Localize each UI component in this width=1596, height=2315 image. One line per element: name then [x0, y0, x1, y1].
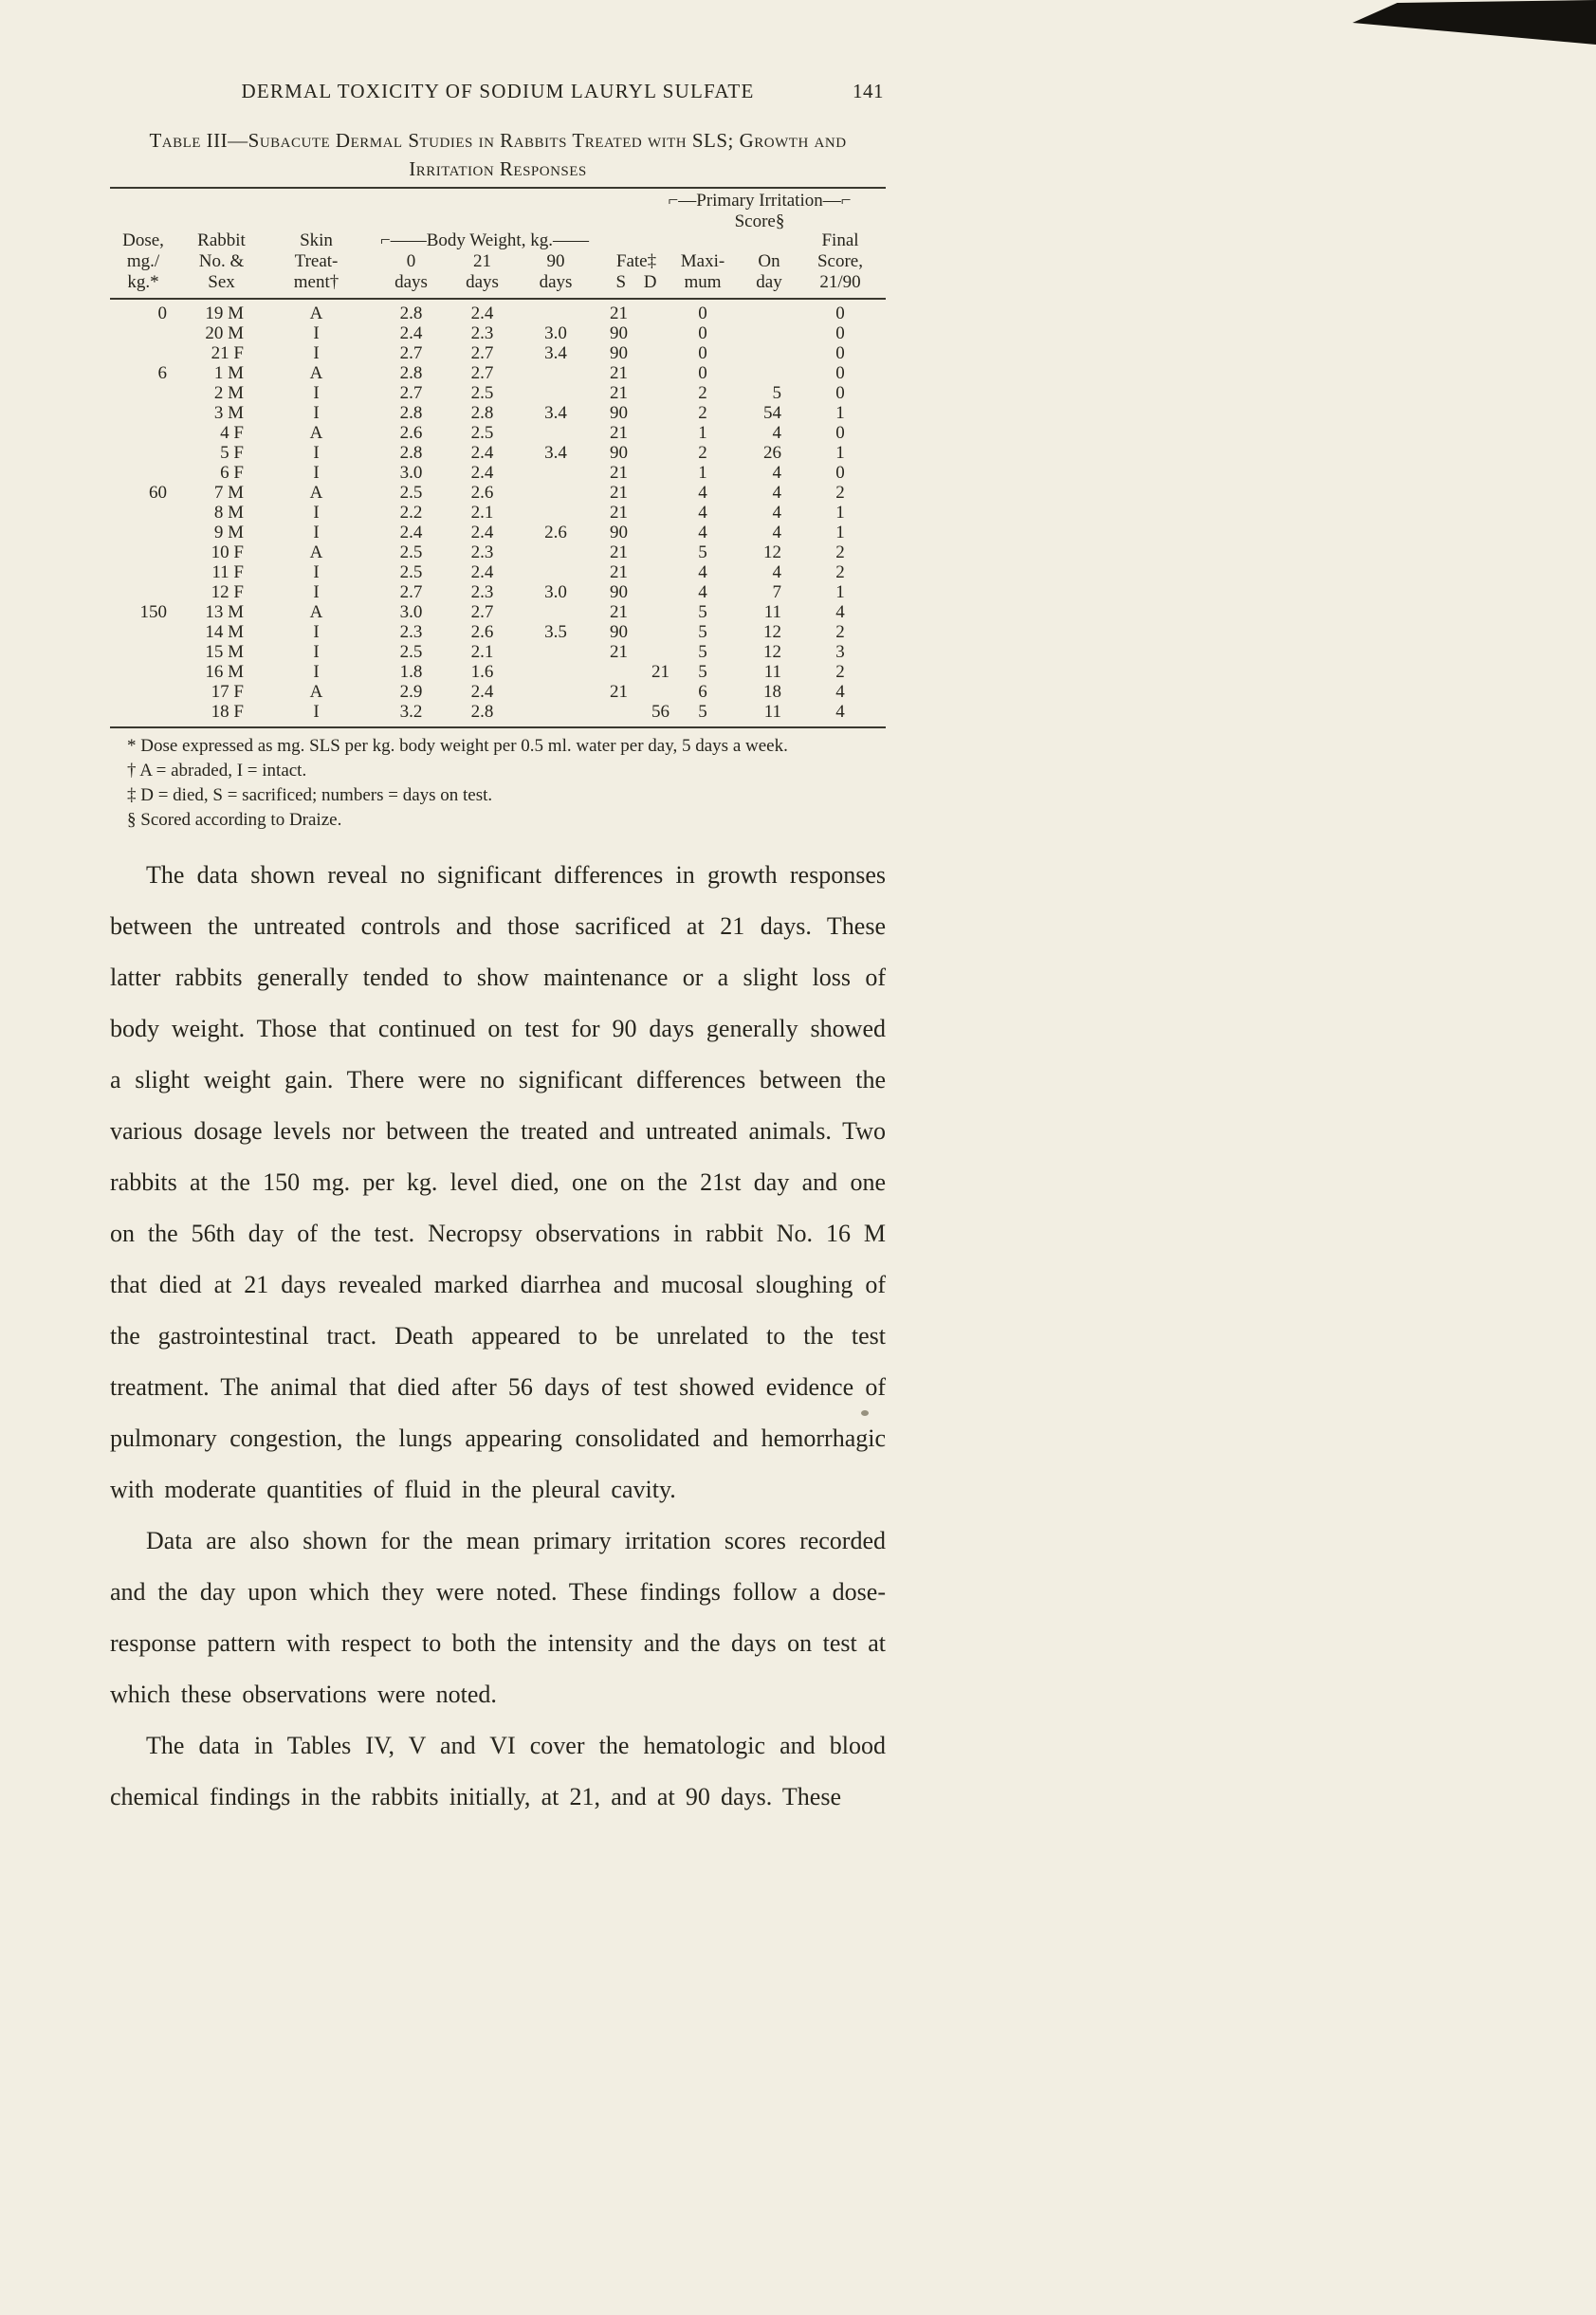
table-row: 3 M I 2.8 2.8 3.4 90 2 54 1 [213, 403, 845, 423]
table-caption-line-2: Irritation Responses [409, 157, 587, 180]
table-row: 6 1 M A 2.8 2.7 21 0 0 [157, 363, 845, 383]
scan-corner-artifact [1348, 0, 1596, 47]
table-row: 6 F I 3.0 2.4 21 1 4 0 [220, 463, 845, 483]
col-header-maximum: Maxi- mum [680, 251, 725, 292]
table-row: 17 F A 2.9 2.4 21 6 18 4 [211, 682, 845, 702]
footnote-dose: * Dose expressed as mg. SLS per kg. body weight per 0.5 ml. water per day, 5 days a week. [127, 736, 788, 756]
table-row: 60 7 M A 2.5 2.6 21 4 4 2 [149, 483, 845, 503]
table-row: 8 M I 2.2 2.1 21 4 4 1 [213, 503, 845, 523]
table-caption-line-1: Table III—Subacute Dermal Studies in Rabbits Treated with SLS; Growth and [149, 129, 847, 152]
paragraph-hematologic-findings: The data in Tables IV, V and VI cover the hematologic and blood chemical findings in the rabbits initially, at 21, and at 90 days. These [110, 1732, 886, 1810]
page-number: 141 [853, 80, 884, 102]
col-header-weight-21-days: 21 days [466, 251, 499, 292]
table-row: 12 F I 2.7 2.3 3.0 90 4 7 1 [211, 582, 845, 602]
footnote-score: § Scored according to Draize. [127, 810, 342, 830]
col-header-skin-treatment: Skin Treat- ment† [293, 230, 339, 292]
table-column-headers [110, 230, 886, 293]
footnote-treatment: † A = abraded, I = intact. [127, 761, 307, 781]
primary-irritation-score-label: Score§ [734, 211, 785, 231]
col-header-dose: Dose, mg./ kg.* [122, 230, 164, 292]
table-row: 18 F I 3.2 2.8 56 5 11 4 [211, 702, 845, 722]
col-header-weight-0-days: 0 days [394, 251, 428, 292]
body-weight-span-label: ⌐——Body Weight, kg.—— [380, 230, 589, 250]
table-row: 16 M I 1.8 1.6 21 5 11 2 [205, 662, 845, 682]
running-head [110, 80, 886, 103]
running-head-title: DERMAL TOXICITY OF SODIUM LAURYL SULFATE [241, 80, 755, 102]
table-row: 11 F I 2.5 2.4 21 4 4 2 [211, 562, 845, 582]
table-row: 10 F A 2.5 2.3 21 5 12 2 [211, 542, 845, 562]
article-body [110, 850, 886, 1823]
table-row: 150 13 M A 3.0 2.7 21 5 11 4 [139, 602, 845, 622]
footnote-fate: ‡ D = died, S = sacrificed; numbers = days on test. [127, 785, 493, 805]
table-row: 20 M I 2.4 2.3 3.0 90 0 0 [205, 323, 845, 343]
table-row: 14 M I 2.3 2.6 3.5 90 5 12 2 [205, 622, 845, 642]
table-row: 5 F I 2.8 2.4 3.4 90 2 26 1 [220, 443, 845, 463]
page-content [110, 0, 886, 1823]
paragraph-irritation-scores: Data are also shown for the mean primary irritation scores recorded and the day upon which they were noted. These findings follow a dose-response pattern with respect to both the intensity and the days on test at which these observations were noted. [110, 1527, 886, 1708]
table-row: 15 M I 2.5 2.1 21 5 12 3 [205, 642, 845, 662]
table-row: 4 F A 2.6 2.5 21 1 4 0 [220, 423, 845, 443]
table-caption [110, 126, 886, 183]
table-row: 0 19 M A 2.8 2.4 21 0 0 [157, 303, 845, 323]
col-header-on-day: On day [756, 251, 782, 292]
results-table [110, 187, 886, 728]
col-group-primary-irritation [636, 191, 883, 232]
table-body [110, 300, 886, 728]
col-header-weight-90-days: 90 days [539, 251, 573, 292]
col-header-fate: Fate‡ S D [615, 251, 657, 292]
table-row: 9 M I 2.4 2.4 2.6 90 4 4 1 [213, 523, 845, 542]
col-header-rabbit: Rabbit No. & Sex [197, 230, 246, 292]
table-row: 21 F I 2.7 2.7 3.4 90 0 0 [211, 343, 845, 363]
paragraph-growth-responses: The data shown reveal no significant differences in growth responses between the untreated controls and those sacrificed at 21 days. These latter rabbits generally tended to show maintenance or a slight loss of body weight. Those that continued on test for 90 days generally showed a slight weight gain. There were no significant differences between the various dosage levels nor between the treated and untreated animals. Two rabbits at the 150 mg. per kg. level died, one on the 21st day and one on the 56th day of the test. Necropsy observations in rabbit No. 16 M that died at 21 days revealed marked diarrhea and mucosal sloughing of the gastrointestinal tract. Death appeared to be unrelated to the test treatment. The animal that died after 56 days of test showed evidence of pulmonary congestion, the lungs appearing consolidated and hemorrhagic with moderate quantities of fluid in the pleural cavity. [110, 861, 886, 1503]
col-group-body-weight [366, 230, 603, 293]
primary-irritation-span-label: ⌐—Primary Irritation—⌐ [668, 191, 852, 211]
table-row: 2 M I 2.7 2.5 21 2 5 0 [213, 383, 845, 403]
table-footnotes [110, 734, 886, 833]
col-header-final-score: Final Score, 21/90 [816, 230, 863, 292]
table-header [110, 187, 886, 300]
